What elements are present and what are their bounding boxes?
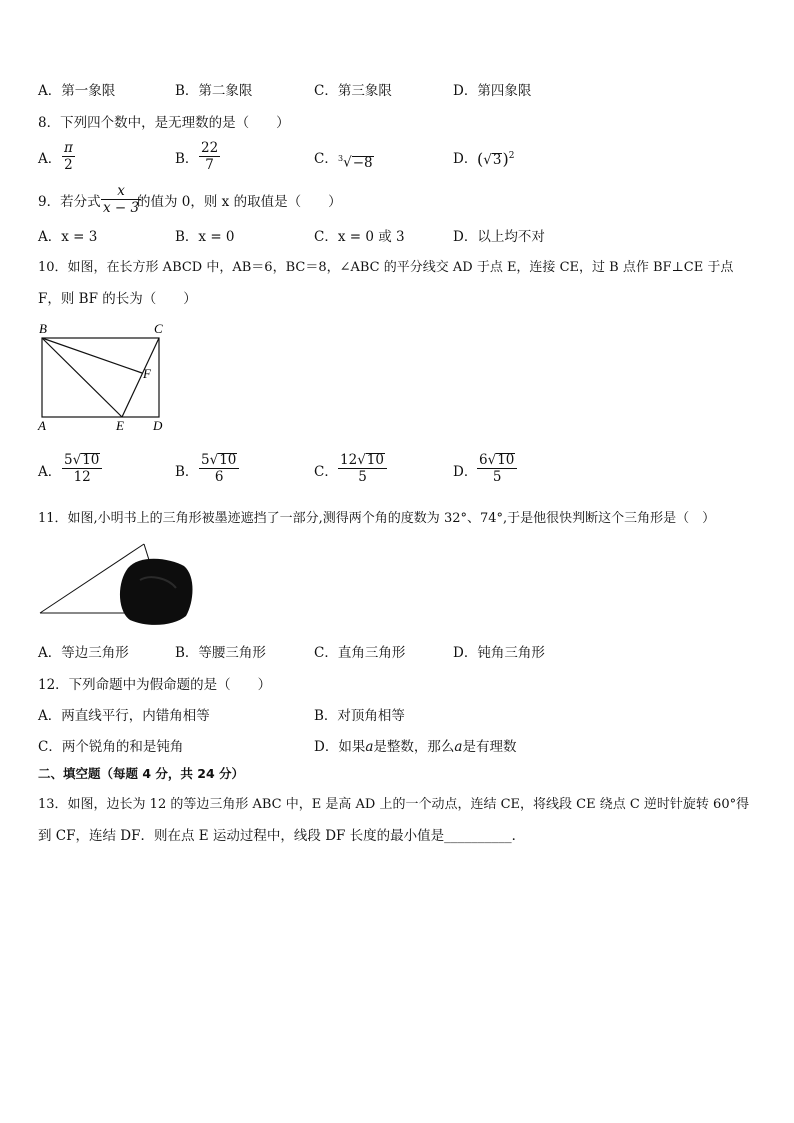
- q9-denominator: x − 3: [103, 200, 140, 216]
- q9-option-c: C．x = 0 或 3: [314, 229, 405, 245]
- q8-option-c-label: C．: [314, 151, 338, 167]
- segment-be: [42, 338, 122, 417]
- q12-option-b: B．对顶角相等: [314, 708, 405, 724]
- q8-d-radicand: 3: [492, 152, 502, 169]
- q10-b-radicand: 10: [219, 452, 237, 468]
- label-f: F: [143, 366, 151, 381]
- q10-b-coef: 5: [201, 452, 210, 468]
- q12-d-post: 是有理数: [462, 739, 517, 755]
- q8-option-b-label: B．: [175, 151, 199, 167]
- q11-ink-triangle-figure: [36, 536, 206, 628]
- q9-stem-post: 的值为 0，则 x 的取值是（ ）: [137, 194, 342, 210]
- q8-a-numerator: π: [64, 140, 73, 156]
- q8-option-d-expression: $(√3)^2$: [477, 149, 515, 169]
- q12-option-d: [314, 739, 516, 755]
- q13-line2: 到 CF，连结 DF．则在点 E 运动过程中，线段 DF 长度的最小值是__________．: [38, 828, 526, 844]
- q10-d-denominator: 5: [477, 468, 517, 485]
- q12-d-pre: D．如果: [314, 739, 366, 755]
- segment-ce: [122, 338, 159, 417]
- q7-option-d: D．第四象限: [453, 83, 532, 99]
- q11-option-d: D．钝角三角形: [453, 645, 545, 661]
- q8-a-denominator: 2: [62, 156, 75, 173]
- q8-option-b-fraction: [199, 140, 220, 173]
- label-a: A: [38, 418, 46, 433]
- q10-c-denominator: 5: [338, 468, 387, 485]
- q11-option-a: A．等边三角形: [38, 645, 129, 661]
- label-b: B: [39, 321, 47, 336]
- q12-option-a: A．两直线平行，内错角相等: [38, 708, 210, 724]
- q10-stem-line1: 10．如图，在长方形 ABCD 中，AB＝6，BC＝8，∠ABC 的平分线交 AD 于点 E，连接 CE，过 B 点作 BF⊥CE 于点: [38, 260, 734, 275]
- q10-c-radicand: 10: [366, 452, 384, 468]
- q8-option-a-label: A．: [38, 151, 62, 167]
- q10-option-a-label: A．: [38, 464, 62, 480]
- q12-option-c: C．两个锐角的和是钝角: [38, 739, 184, 755]
- q8-c-radicand: −8: [352, 154, 373, 171]
- q10-a-radicand: 10: [82, 452, 100, 468]
- q9-option-b: B．x = 0: [175, 229, 235, 245]
- q7-option-c: C．第三象限: [314, 83, 392, 99]
- label-c: C: [154, 321, 163, 336]
- q10-b-denominator: 6: [199, 468, 239, 485]
- ink-blot: [120, 559, 193, 625]
- q8-b-denominator: 7: [199, 156, 220, 173]
- q10-option-b-fraction: $\frac{5√10}{6}$: [199, 452, 239, 485]
- q10-d-radicand: 10: [497, 452, 515, 468]
- q9-stem-pre: 9．若分式: [38, 194, 101, 210]
- q9-option-a: A．x = 3: [38, 229, 98, 245]
- q8-d-exponent: 2: [508, 151, 515, 161]
- q8-option-d-label: D．: [453, 151, 478, 167]
- q9-numerator: x: [117, 183, 125, 199]
- q8-c-root-index: 3: [338, 154, 344, 163]
- q7-option-a: A．第一象限: [38, 83, 116, 99]
- rectangle-abcd: [42, 338, 159, 417]
- triangle-side-right: [144, 544, 149, 560]
- q10-option-c-label: C．: [314, 464, 338, 480]
- segment-bf: [42, 338, 142, 373]
- q10-stem-line2: F，则 BF 的长为（ ）: [38, 291, 197, 307]
- q8-option-a-fraction: [62, 140, 75, 173]
- q9-fraction: [101, 183, 141, 216]
- label-d: D: [153, 418, 163, 433]
- q11-option-b: B．等腰三角形: [175, 645, 266, 661]
- q12-d-var2: a: [454, 739, 463, 755]
- q12-d-mid: 是整数，那么: [373, 739, 455, 755]
- q10-rectangle-figure: [30, 318, 180, 438]
- q7-option-b: B．第二象限: [175, 83, 253, 99]
- label-e: E: [116, 418, 124, 433]
- q8-option-c-cuberoot: $^3$√−8: [338, 154, 373, 171]
- q10-a-denominator: 12: [62, 468, 102, 485]
- q13-line1: 13．如图，边长为 12 的等边三角形 ABC 中，E 是高 AD 上的一个动点，连结 CE，将线段 CE 绕点 C 逆时针旋转 60°得: [38, 797, 750, 812]
- q8-b-numerator: 22: [201, 140, 219, 156]
- q12-d-var1: a: [365, 739, 374, 755]
- q10-option-d-fraction: $\frac{6√10}{5}$: [477, 452, 517, 485]
- q10-option-d-label: D．: [453, 464, 478, 480]
- q10-option-a-fraction: $\frac{5√10}{12}$: [62, 452, 102, 485]
- q8-stem: 8．下列四个数中，是无理数的是（ ）: [38, 115, 290, 131]
- q11-stem: 11．如图,小明书上的三角形被墨迹遮挡了一部分,测得两个角的度数为 32°、74°,于是他很快判断这个三角形是（ ）: [38, 511, 716, 526]
- q10-option-b-label: B．: [175, 464, 199, 480]
- q9-option-d: D．以上均不对: [453, 229, 545, 245]
- section-2-title: 二、填空题（每题 4 分，共 24 分）: [38, 766, 245, 781]
- q11-option-c: C．直角三角形: [314, 645, 406, 661]
- q10-option-c-fraction: $\frac{12√10}{5}$: [338, 452, 387, 485]
- q12-stem: 12．下列命题中为假命题的是（ ）: [38, 677, 272, 693]
- q10-c-coef: 12: [340, 452, 358, 468]
- q10-a-coef: 5: [64, 452, 73, 468]
- q10-d-coef: 6: [479, 452, 488, 468]
